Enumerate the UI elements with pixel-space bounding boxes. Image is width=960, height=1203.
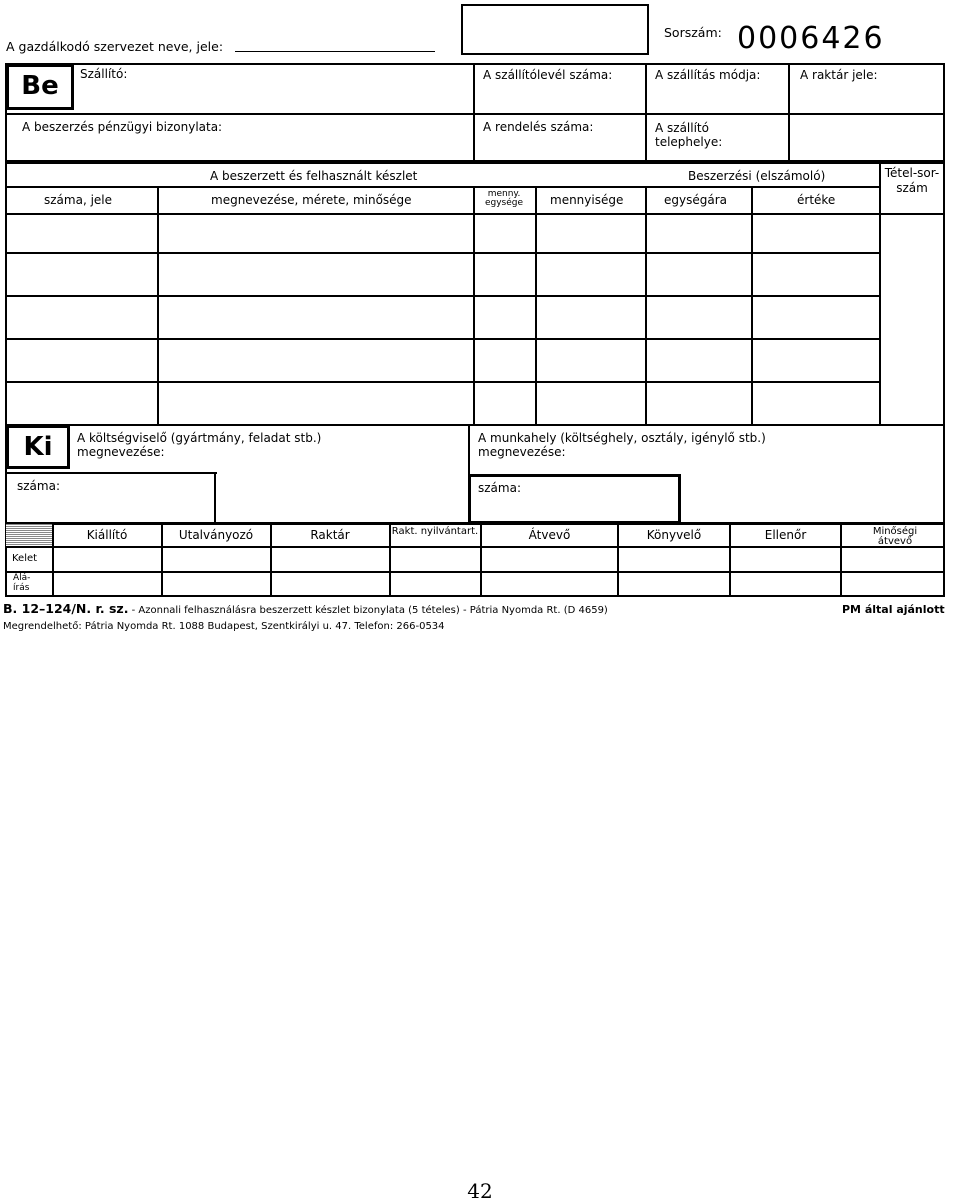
col-qty-header: mennyisége: [550, 193, 624, 207]
sig-col-minosegi-atvevo: Minőségi átvevő: [872, 526, 918, 547]
number-label-right: száma:: [478, 481, 521, 495]
form-footer: [3, 603, 608, 617]
org-name-label: A gazdálkodó szervezet neve, jele:: [6, 39, 224, 54]
waybill-label: A szállítólevél száma:: [483, 68, 613, 82]
sig-col-kiallito: Kiállító: [86, 528, 128, 542]
delivery-mode-label: A szállítás módja:: [655, 68, 761, 82]
number-label-left: száma:: [17, 479, 60, 493]
col-item-no-header: Tétel-sor-szám: [884, 166, 940, 195]
org-name-line: [235, 51, 435, 52]
sig-col-ellenor: Ellenőr: [764, 528, 807, 542]
alairas-label: Alá-írás: [13, 573, 31, 593]
col-unit-price-header: egységára: [664, 193, 727, 207]
col-number-header: száma, jele: [44, 193, 113, 207]
table-row: [5, 338, 881, 340]
col-name-header: megnevezése, mérete, minősége: [211, 193, 412, 207]
ki-badge: [6, 425, 70, 469]
hatched-corner: [6, 524, 52, 546]
stamp-box: [461, 4, 649, 55]
form-code: B. 12–124/N. r. sz.: [3, 601, 129, 616]
supplier-label: Szállító:: [80, 67, 128, 81]
form-desc: - Azonnali felhasználásra beszerzett készlet bizonylata (5 tételes) - Pátria Nyomda Rt. (D 4659): [128, 605, 608, 616]
sorszam-label: Sorszám:: [664, 25, 722, 40]
order-info: Megrendelhető: Pátria Nyomda Rt. 1088 Budapest, Szentkirályi u. 47. Telefon: 266-0534: [3, 621, 445, 632]
sig-col-utalvanyozo: Utalványozó: [178, 528, 254, 542]
sorszam-value: 0006426: [737, 21, 885, 56]
cost-bearer-label: A költségviselő (gyártmány, feladat stb.) megnevezése:: [77, 431, 322, 459]
items-group1-header: A beszerzett és felhasznált készlet: [210, 169, 418, 183]
sig-col-raktar: Raktár: [310, 528, 350, 542]
supplier-site-label: A szállító telephelye:: [655, 121, 723, 149]
page-number: 42: [467, 1179, 493, 1203]
table-row: [5, 295, 881, 297]
fin-doc-label: A beszerzés pénzügyi bizonylata:: [22, 120, 223, 134]
sig-col-rakt-nyilv: Rakt. nyilvántart.: [391, 526, 479, 537]
ki-badge-text: Ki: [23, 432, 53, 462]
table-row: [5, 252, 881, 254]
be-badge-text: Be: [21, 71, 59, 101]
col-unit-header: menny. egysége: [484, 189, 524, 208]
sig-col-konyvelo: Könyvelő: [646, 528, 702, 542]
recommended-note: PM által ajánlott: [842, 603, 945, 616]
kelet-label: Kelet: [12, 553, 38, 564]
sig-col-atvevo: Átvevő: [528, 528, 571, 542]
table-row: [5, 381, 881, 383]
be-badge: [6, 64, 74, 110]
warehouse-label: A raktár jele:: [800, 68, 878, 82]
col-value-header: értéke: [797, 193, 836, 207]
items-group2-header: Beszerzési (elszámoló): [688, 169, 826, 183]
order-no-label: A rendelés száma:: [483, 120, 594, 134]
workplace-label: A munkahely (költséghely, osztály, igénylő stb.) megnevezése:: [478, 431, 766, 459]
